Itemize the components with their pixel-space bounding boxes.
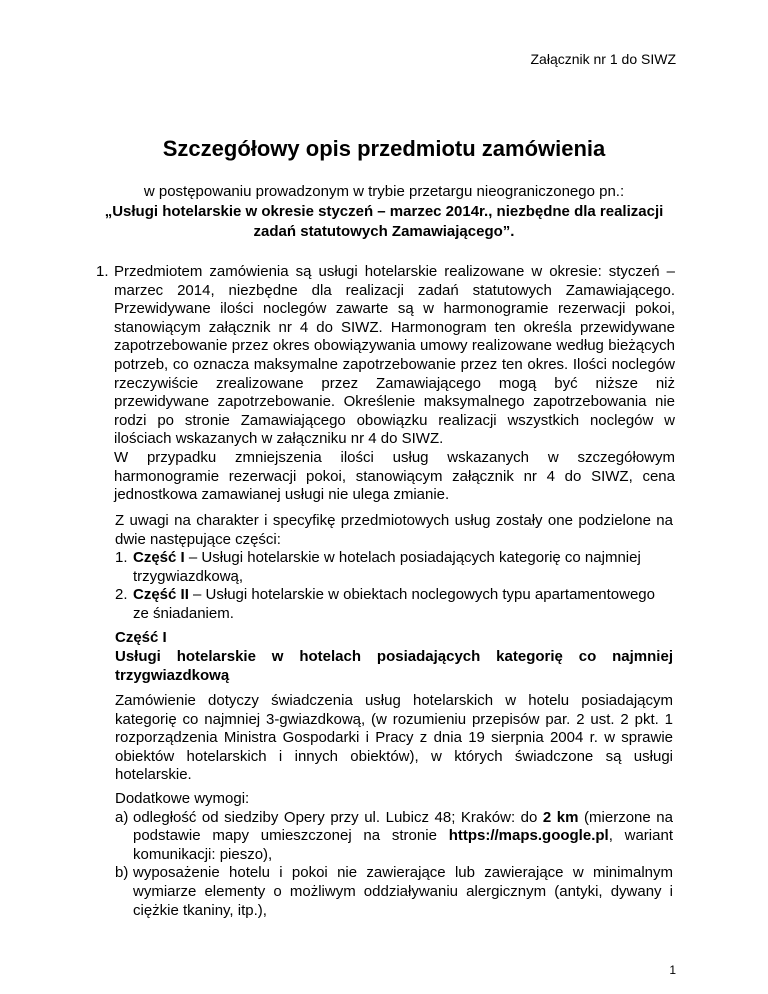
requirement-text: (mierzone na podstawie mapy umieszczonej na stronie	[133, 808, 673, 845]
maps-link[interactable]: https://maps.google.pl	[448, 827, 609, 845]
parts-section	[115, 512, 673, 624]
requirement-a	[115, 809, 673, 865]
part-label: Część II	[133, 586, 189, 604]
requirements-list	[115, 809, 673, 921]
point-1	[96, 263, 675, 505]
requirements-title: Dodatkowe wymogi:	[115, 790, 250, 807]
point-list	[96, 263, 675, 505]
subtitle-bold: „Usługi hotelarskie w okresie styczeń – marzec 2014r., niezbędne dla realizacji zadań statutowych Zamawiającego”.	[104, 203, 664, 240]
subtitle-block	[0, 182, 768, 242]
page-number: 1	[669, 963, 676, 977]
distance-value: 2 km	[542, 808, 579, 826]
point-number: 1.	[96, 263, 109, 280]
part1-description: Zamówienie dotyczy świadczenia usług hotelarskich w hotelu posiadającym kategorię co najmniej 3-gwiazdkową, (w rozumieniu przepisów par. 2 ust. 2 pkt. 1 rozporządzenia Ministra Gospodarki i Pracy z dnia 19 sierpnia 2004 r. w sprawie obiektów hotelarskich i innych obiektów), w których świadczone są usługi hotelarskie.	[115, 692, 673, 784]
requirement-letter: b)	[115, 864, 129, 882]
part-number: 2.	[115, 586, 128, 604]
parts-intro: Z uwagi na charakter i specyfikę przedmiotowych usług zostały one podzielone na dwie następujące części:	[115, 512, 673, 548]
parts-list	[115, 549, 673, 623]
part-text: – Usługi hotelarskie w obiektach noclegowych typu apartamentowego ze śniadaniem.	[133, 586, 655, 622]
document-title: Szczegółowy opis przedmiotu zamówienia	[162, 136, 606, 161]
part-item	[115, 549, 673, 586]
requirement-b	[115, 864, 673, 920]
subtitle-plain: w postępowaniu prowadzonym w trybie przetargu nieograniczonego pn.:	[143, 183, 625, 200]
part-item	[115, 586, 673, 623]
requirement-text: , wariant komunikacji: pieszo),	[133, 827, 673, 863]
part1-subheading: Usługi hotelarskie w hotelach posiadających kategorię co najmniej trzygwiazdkową	[115, 648, 673, 684]
part-number: 1.	[115, 549, 128, 567]
requirement-text: wyposażenie hotelu i pokoi nie zawierające lub zawierające w minimalnym wymiarze elementy o możliwym oddziaływaniu alergicznym (antyki, dywany i ciężkie tkaniny, itp.),	[133, 864, 673, 919]
point-1-text-a: Przedmiotem zamówienia są usługi hotelarskie realizowane w okresie: styczeń – marzec 2014, niezbędne dla realizacji zadań statutowych Zamawiającego. Przewidywane ilości noclegów zawarte są w harmonogramie rezerwacji pokoi, stanowiącym załącznik nr 4 do SIWZ. Harmonogram ten określa przewidywane zapotrzebowanie przez okres obowiązywania umowy realizowane według bieżących potrzeb, co oznacza maksymalne zapotrzebowanie przez ten okres. Ilości noclegów rzeczywiście zrealizowane przez Zamawiającego mogą być niższe niż przewidywane zapotrzebowanie. Określenie maksymalnego zapotrzebowania nie rodzi po stronie Zamawiającego obowiązku realizacji wszystkich noclegów w ilościach wskazanych w załączniku nr 4 do SIWZ.	[114, 263, 675, 448]
attachment-header: Załącznik nr 1 do SIWZ	[530, 51, 676, 67]
part1-heading: Część I	[115, 629, 167, 646]
requirement-letter: a)	[115, 808, 129, 826]
requirements-section	[115, 790, 673, 920]
point-1-text-b: W przypadku zmniejszenia ilości usług wskazanych w szczegółowym harmonogramie rezerwacji pokoi, stanowiącym załącznik nr 4 do SIWZ, cena jednostkowa zamawianej usługi nie ulega zmianie.	[114, 448, 675, 504]
part-label: Część I	[133, 549, 185, 567]
part-text: – Usługi hotelarskie w hotelach posiadających kategorię co najmniej trzygwiazdkową,	[133, 549, 641, 585]
requirement-text: odległość od siedziby Opery przy ul. Lubicz 48; Kraków: do	[133, 808, 543, 826]
